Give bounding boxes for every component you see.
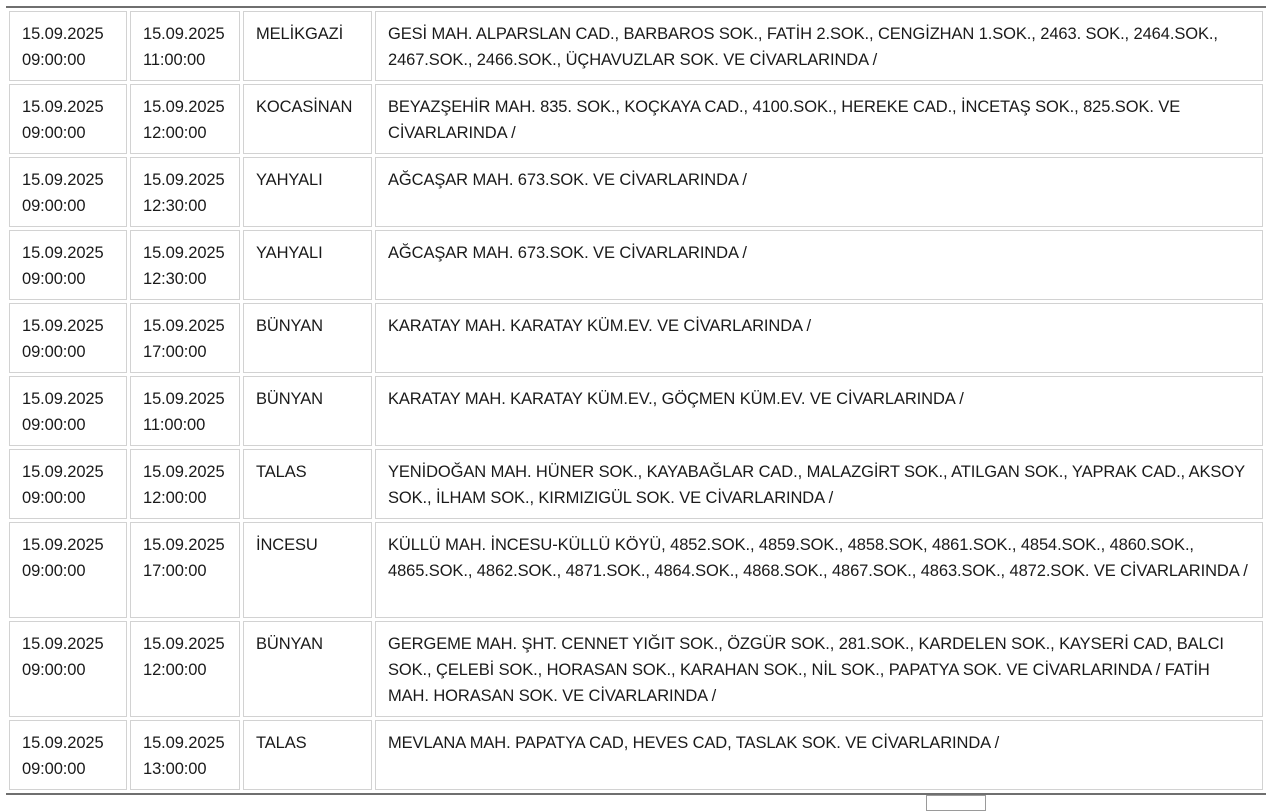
end-time: 17:00:00 bbox=[143, 343, 207, 361]
end-date: 15.09.2025 bbox=[143, 390, 225, 408]
start-datetime-cell bbox=[9, 522, 127, 618]
end-date: 15.09.2025 bbox=[143, 463, 225, 481]
power-outage-table bbox=[6, 8, 1266, 793]
start-time: 09:00:00 bbox=[22, 760, 86, 778]
end-datetime-cell bbox=[130, 230, 240, 300]
start-date: 15.09.2025 bbox=[22, 25, 104, 43]
affected-address: MEVLANA MAH. PAPATYA CAD, HEVES CAD, TASLAK SOK. VE CİVARLARINDA / bbox=[388, 734, 1000, 752]
start-date: 15.09.2025 bbox=[22, 734, 104, 752]
start-datetime-cell bbox=[9, 230, 127, 300]
address-cell bbox=[375, 11, 1263, 81]
address-cell bbox=[375, 449, 1263, 519]
district-cell bbox=[243, 157, 372, 227]
district-name: MELİKGAZİ bbox=[256, 25, 344, 43]
affected-address: BEYAZŞEHİR MAH. 835. SOK., KOÇKAYA CAD., 4100.SOK., HEREKE CAD., İNCETAŞ SOK., 825.SOK. VE CİVARLARINDA / bbox=[388, 98, 1181, 142]
end-datetime-cell bbox=[130, 449, 240, 519]
end-datetime-cell bbox=[130, 303, 240, 373]
district-cell bbox=[243, 720, 372, 790]
start-datetime-cell bbox=[9, 84, 127, 154]
table-row bbox=[9, 522, 1263, 618]
end-time: 13:00:00 bbox=[143, 760, 207, 778]
district-name: YAHYALI bbox=[256, 244, 323, 262]
end-time: 12:00:00 bbox=[143, 661, 207, 679]
address-cell bbox=[375, 522, 1263, 618]
district-name: BÜNYAN bbox=[256, 317, 323, 335]
address-cell bbox=[375, 376, 1263, 446]
start-time: 09:00:00 bbox=[22, 343, 86, 361]
district-name: TALAS bbox=[256, 734, 307, 752]
end-time: 12:00:00 bbox=[143, 489, 207, 507]
affected-address: KÜLLÜ MAH. İNCESU-KÜLLÜ KÖYÜ, 4852.SOK., 4859.SOK., 4858.SOK, 4861.SOK., 4854.SOK., 4860.SOK., 4865.SOK., 4862.SOK., 4871.SOK., 4864.SOK., 4868.SOK., 4867.SOK., 4863.SOK., 4872.SOK. VE CİVARLARINDA / bbox=[388, 536, 1248, 580]
end-datetime-cell bbox=[130, 522, 240, 618]
start-date: 15.09.2025 bbox=[22, 98, 104, 116]
end-datetime-cell bbox=[130, 621, 240, 717]
affected-address: GERGEME MAH. ŞHT. CENNET YIĞIT SOK., ÖZGÜR SOK., 281.SOK., KARDELEN SOK., KAYSERİ CAD, BALCI SOK., ÇELEBİ SOK., HORASAN SOK., KARAHAN SOK., NİL SOK., PAPATYA SOK. VE CİVARLARINDA / FATİH MAH. HORASAN SOK. VE CİVARLARINDA / bbox=[388, 635, 1224, 705]
start-date: 15.09.2025 bbox=[22, 244, 104, 262]
end-time: 12:30:00 bbox=[143, 270, 207, 288]
end-time: 17:00:00 bbox=[143, 562, 207, 580]
start-datetime-cell bbox=[9, 303, 127, 373]
start-datetime-cell bbox=[9, 157, 127, 227]
end-time: 12:00:00 bbox=[143, 124, 207, 142]
start-datetime-cell bbox=[9, 720, 127, 790]
affected-address: YENİDOĞAN MAH. HÜNER SOK., KAYABAĞLAR CAD., MALAZGİRT SOK., ATILGAN SOK., YAPRAK CAD., AKSOY SOK., İLHAM SOK., KIRMIZIGÜL SOK. VE CİVARLARINDA / bbox=[388, 463, 1245, 507]
affected-address: KARATAY MAH. KARATAY KÜM.EV. VE CİVARLARINDA / bbox=[388, 317, 811, 335]
start-time: 09:00:00 bbox=[22, 416, 86, 434]
start-datetime-cell bbox=[9, 449, 127, 519]
start-time: 09:00:00 bbox=[22, 51, 86, 69]
start-date: 15.09.2025 bbox=[22, 635, 104, 653]
start-time: 09:00:00 bbox=[22, 562, 86, 580]
table-row bbox=[9, 621, 1263, 717]
end-date: 15.09.2025 bbox=[143, 244, 225, 262]
district-name: BÜNYAN bbox=[256, 635, 323, 653]
start-time: 09:00:00 bbox=[22, 197, 86, 215]
outage-table-frame bbox=[6, 6, 1266, 795]
start-date: 15.09.2025 bbox=[22, 171, 104, 189]
end-time: 11:00:00 bbox=[143, 51, 206, 69]
table-row bbox=[9, 157, 1263, 227]
table-row bbox=[9, 449, 1263, 519]
table-row bbox=[9, 11, 1263, 81]
start-date: 15.09.2025 bbox=[22, 463, 104, 481]
end-date: 15.09.2025 bbox=[143, 171, 225, 189]
address-cell bbox=[375, 720, 1263, 790]
district-cell bbox=[243, 303, 372, 373]
end-date: 15.09.2025 bbox=[143, 536, 225, 554]
table-row bbox=[9, 720, 1263, 790]
district-cell bbox=[243, 621, 372, 717]
outage-table-body bbox=[9, 11, 1263, 790]
start-date: 15.09.2025 bbox=[22, 536, 104, 554]
district-cell bbox=[243, 449, 372, 519]
start-datetime-cell bbox=[9, 11, 127, 81]
affected-address: GESİ MAH. ALPARSLAN CAD., BARBAROS SOK., FATİH 2.SOK., CENGİZHAN 1.SOK., 2463. SOK., 2464.SOK., 2467.SOK., 2466.SOK., ÜÇHAVUZLAR SOK. VE CİVARLARINDA / bbox=[388, 25, 1218, 69]
end-date: 15.09.2025 bbox=[143, 25, 225, 43]
address-cell bbox=[375, 84, 1263, 154]
affected-address: AĞCAŞAR MAH. 673.SOK. VE CİVARLARINDA / bbox=[388, 244, 747, 262]
district-name: İNCESU bbox=[256, 536, 318, 554]
district-cell bbox=[243, 230, 372, 300]
table-row bbox=[9, 303, 1263, 373]
district-name: YAHYALI bbox=[256, 171, 323, 189]
end-datetime-cell bbox=[130, 376, 240, 446]
end-time: 12:30:00 bbox=[143, 197, 207, 215]
table-row bbox=[9, 376, 1263, 446]
start-time: 09:00:00 bbox=[22, 661, 86, 679]
district-cell bbox=[243, 11, 372, 81]
district-cell bbox=[243, 84, 372, 154]
start-time: 09:00:00 bbox=[22, 489, 86, 507]
affected-address: AĞCAŞAR MAH. 673.SOK. VE CİVARLARINDA / bbox=[388, 171, 747, 189]
end-time: 11:00:00 bbox=[143, 416, 206, 434]
affected-address: KARATAY MAH. KARATAY KÜM.EV., GÖÇMEN KÜM.EV. VE CİVARLARINDA / bbox=[388, 390, 964, 408]
end-date: 15.09.2025 bbox=[143, 734, 225, 752]
start-date: 15.09.2025 bbox=[22, 317, 104, 335]
start-datetime-cell bbox=[9, 376, 127, 446]
table-row bbox=[9, 84, 1263, 154]
district-name: TALAS bbox=[256, 463, 307, 481]
district-name: BÜNYAN bbox=[256, 390, 323, 408]
end-date: 15.09.2025 bbox=[143, 635, 225, 653]
end-datetime-cell bbox=[130, 84, 240, 154]
address-cell bbox=[375, 230, 1263, 300]
end-datetime-cell bbox=[130, 157, 240, 227]
start-datetime-cell bbox=[9, 621, 127, 717]
district-name: KOCASİNAN bbox=[256, 98, 353, 116]
address-cell bbox=[375, 303, 1263, 373]
start-time: 09:00:00 bbox=[22, 270, 86, 288]
partial-footer-control[interactable] bbox=[926, 795, 986, 811]
end-date: 15.09.2025 bbox=[143, 98, 225, 116]
address-cell bbox=[375, 157, 1263, 227]
end-datetime-cell bbox=[130, 11, 240, 81]
district-cell bbox=[243, 522, 372, 618]
district-cell bbox=[243, 376, 372, 446]
end-datetime-cell bbox=[130, 720, 240, 790]
address-cell bbox=[375, 621, 1263, 717]
table-row bbox=[9, 230, 1263, 300]
end-date: 15.09.2025 bbox=[143, 317, 225, 335]
start-time: 09:00:00 bbox=[22, 124, 86, 142]
start-date: 15.09.2025 bbox=[22, 390, 104, 408]
